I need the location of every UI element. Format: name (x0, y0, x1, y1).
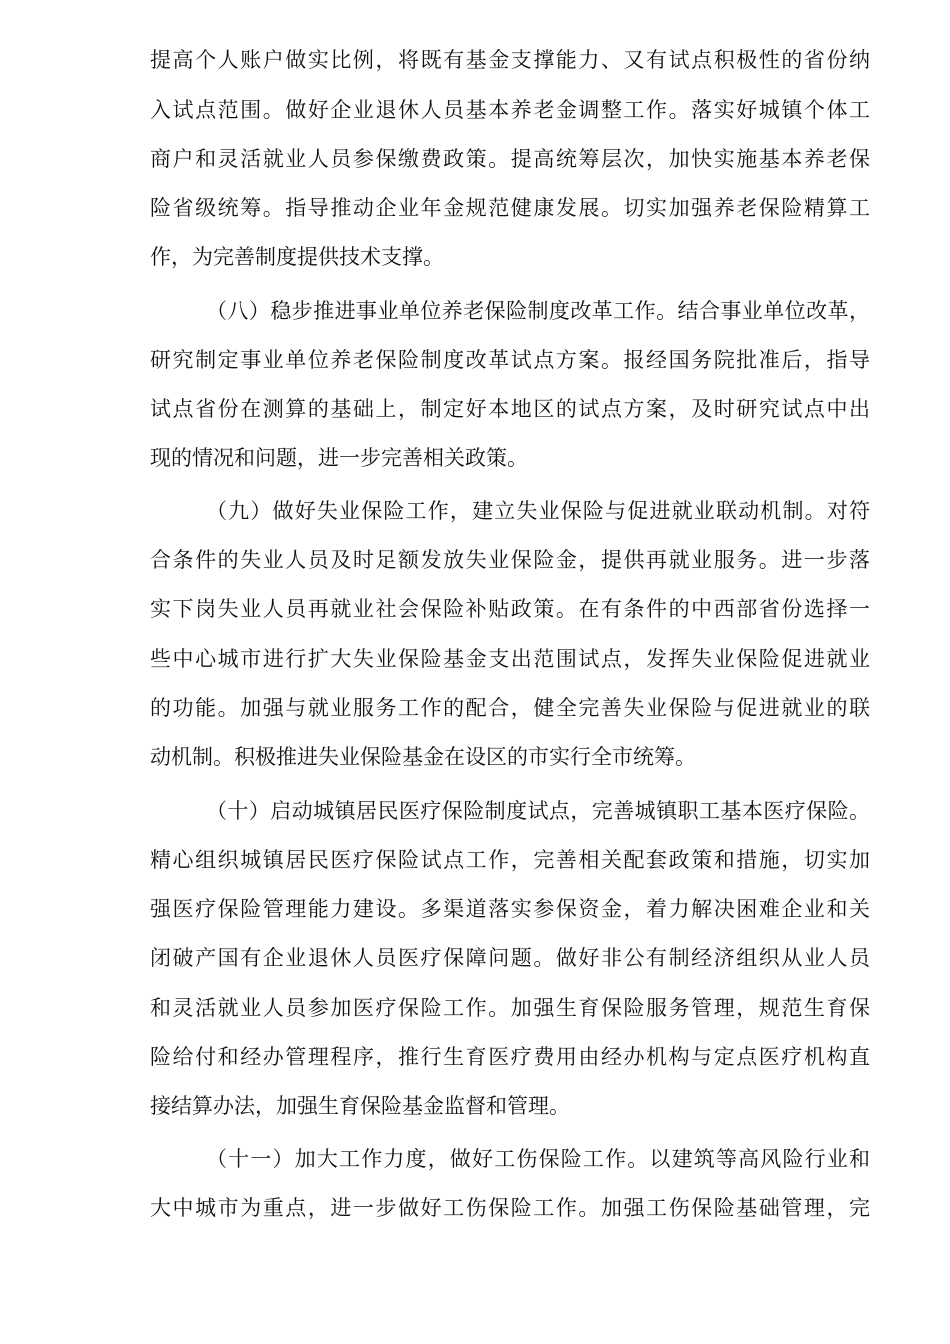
text-line: 提高个人账户做实比例，将既有基金支撑能力、又有试点积极性的省份纳 (150, 48, 870, 72)
text-line: 强医疗保险管理能力建设。多渠道落实参保资金，着力解决困难企业和关 (150, 897, 870, 921)
text-line: 商户和灵活就业人员参保缴费政策。提高统筹层次，加快实施基本养老保 (150, 147, 870, 171)
text-line: 试点省份在测算的基础上，制定好本地区的试点方案，及时研究试点中出 (150, 397, 870, 421)
text-line: 研究制定事业单位养老保险制度改革试点方案。报经国务院批准后，指导 (150, 348, 870, 372)
text-line: 现的情况和问题，进一步完善相关政策。 (150, 446, 528, 470)
text-line: 作，为完善制度提供技术支撑。 (150, 245, 444, 269)
text-line: 动机制。积极推进失业保险基金在设区的市实行全市统筹。 (150, 745, 696, 769)
text-line: 合条件的失业人员及时足额发放失业保险金，提供再就业服务。进一步落 (150, 548, 870, 572)
text-line: 闭破产国有企业退休人员医疗保障问题。做好非公有制经济组织从业人员 (150, 946, 870, 970)
text-line: 和灵活就业人员参加医疗保险工作。加强生育保险服务管理，规范生育保 (150, 996, 870, 1020)
text-line: 精心组织城镇居民医疗保险试点工作，完善相关配套政策和措施，切实加 (150, 848, 870, 872)
text-line: 实下岗失业人员再就业社会保险补贴政策。在有条件的中西部省份选择一 (150, 597, 870, 621)
paragraph-heading-8: （八）稳步推进事业单位养老保险制度改革工作。结合事业单位改革， (206, 299, 870, 323)
paragraph-heading-11: （十一）加大工作力度，做好工伤保险工作。以建筑等高风险行业和 (206, 1147, 870, 1171)
text-line: 险给付和经办管理程序，推行生育医疗费用由经办机构与定点医疗机构直 (150, 1045, 870, 1069)
paragraph-heading-9: （九）做好失业保险工作，建立失业保险与促进就业联动机制。对符 (206, 499, 870, 523)
text-line: 入试点范围。做好企业退休人员基本养老金调整工作。落实好城镇个体工 (150, 98, 870, 122)
text-line: 接结算办法，加强生育保险基金监督和管理。 (150, 1094, 570, 1118)
text-line: 些中心城市进行扩大失业保险基金支出范围试点，发挥失业保险促进就业 (150, 647, 870, 671)
text-line: 险省级统筹。指导推动企业年金规范健康发展。切实加强养老保险精算工 (150, 196, 870, 220)
text-line: 大中城市为重点，进一步做好工伤保险工作。加强工伤保险基础管理，完 (150, 1196, 870, 1220)
paragraph-heading-10: （十）启动城镇居民医疗保险制度试点，完善城镇职工基本医疗保险。 (206, 799, 870, 823)
text-line: 的功能。加强与就业服务工作的配合，健全完善失业保险与促进就业的联 (150, 696, 870, 720)
